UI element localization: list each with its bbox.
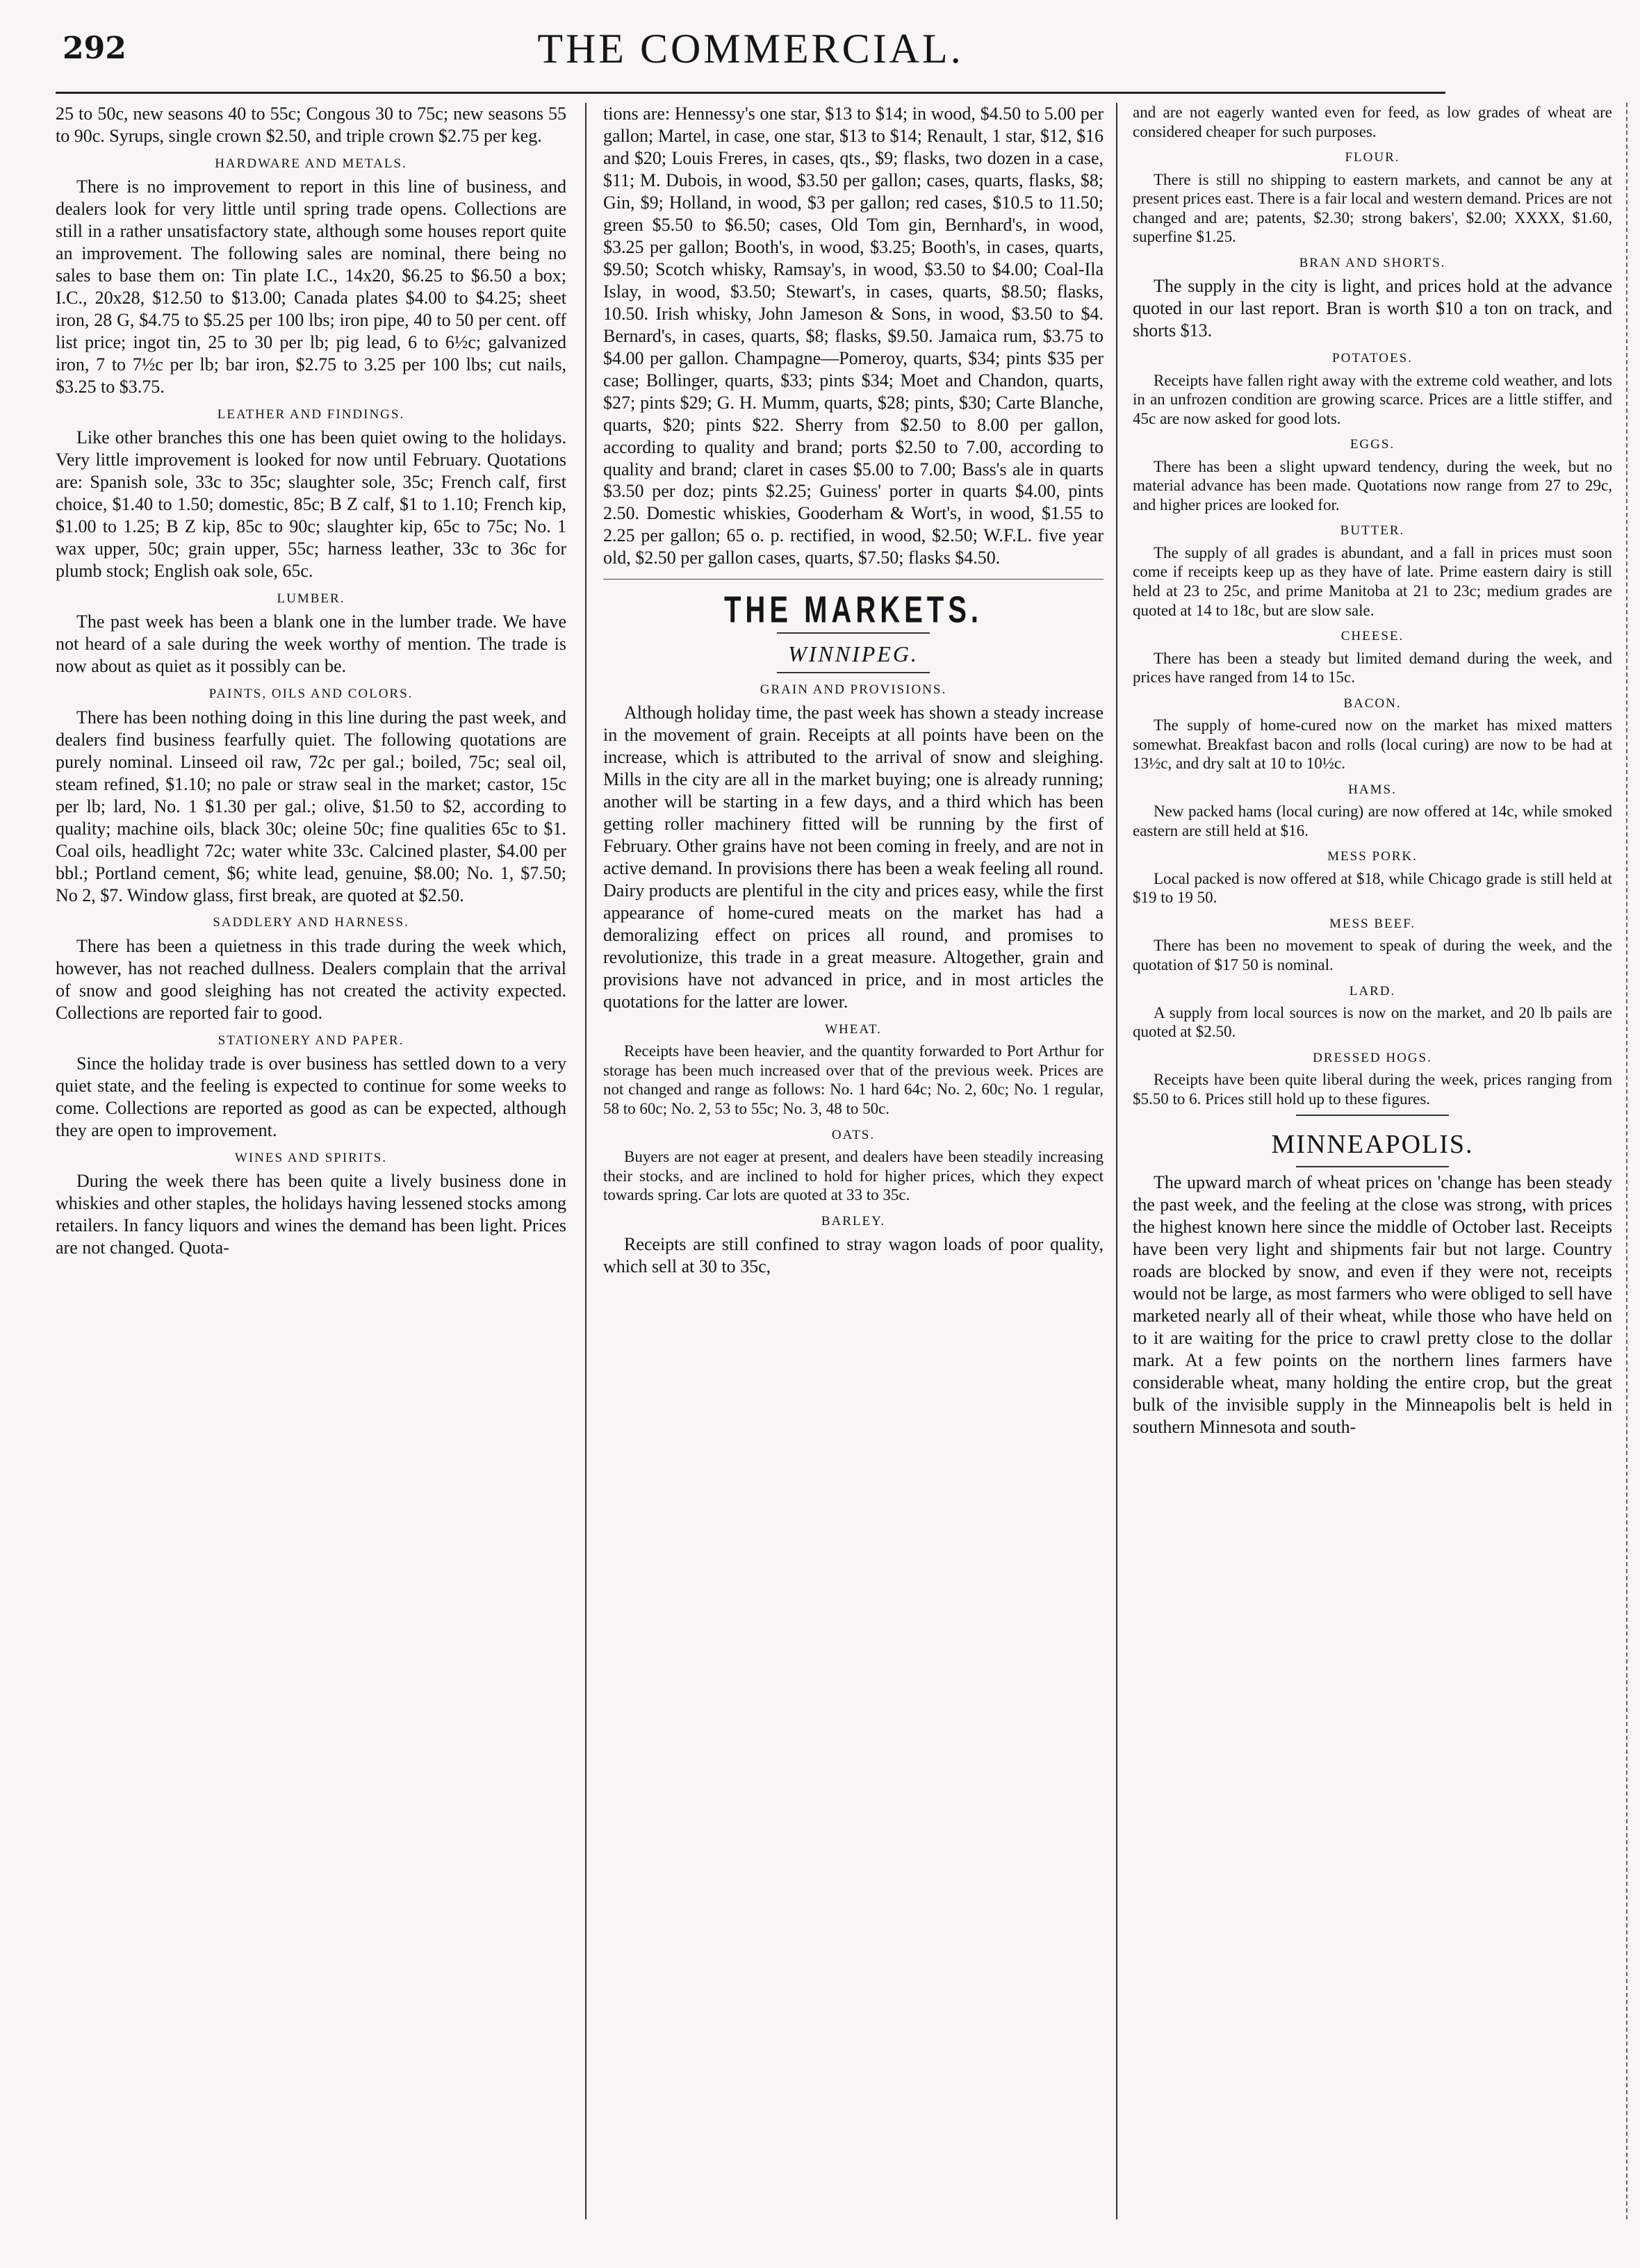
paragraph: A supply from local sources is now on the market, and 20 lb pails are quoted at $2.50. <box>1133 1003 1612 1041</box>
section-heading: WINES AND SPIRITS. <box>234 1150 388 1165</box>
column-2 <box>603 103 1104 2219</box>
paragraph: and are not eagerly wanted even for feed, as low grades of wheat are considered cheaper for such purposes. <box>1133 104 1612 140</box>
paragraph: There is no improvement to report in this line of business, and dealers look for very little until spring trade opens. Collections are still in a rather unsatisfactory state, although some houses report quite an improvement. The following sales are nominal, there being no sales to base them on: Tin plate I.C., 14x20, $6.25 to $6.50 a box; I.C., 20x28, $12.50 to $13.00; Canada plates $4.00 to $4.25; sheet iron, 28 G, $4.75 to $5.25 per 100 lbs; iron pipe, 40 to 50 per cent. off list price; ingot tin, 25 to 30 per lb; pig lead, 6 to 6½c; galvanized iron, 7 to 7½c per lb; bar iron, $2.75 to 3.25 per 100 lbs; cut nails, $3.25 to $3.75. <box>56 176 566 397</box>
paragraph: There has been a quietness in this trade during the week which, however, has not reached dullness. Dealers complain that the arrival of snow and good sleighing has not created the activity expected. Collections are reported fair to good. <box>56 935 566 1023</box>
paragraph: Receipts have been quite liberal during the week, prices ranging from $5.50 to 6. Prices still hold up to these figures. <box>1133 1071 1612 1108</box>
paragraph: 25 to 50c, new seasons 40 to 55c; Congous 30 to 75c; new seasons 55 to 90c. Syrups, single crown $2.50, and triple crown $2.75 per keg. <box>56 104 566 146</box>
paragraph: The supply in the city is light, and prices hold at the advance quoted in our last report. Bran is worth $10 a ton on track, and shorts $13. <box>1133 276 1612 341</box>
section-heading: BARLEY. <box>821 1213 886 1228</box>
paragraph: Receipts have been heavier, and the quantity forwarded to Port Arthur for storage has been much increased over that of the previous week. Prices are not changed and range as follows: No. 1 hard 64c; No. 2, 60c; No. 1 regular, 58 to 60c; No. 2, 53 to 55c; No. 3, 48 to 50c. <box>603 1042 1104 1117</box>
section-heading: EGGS. <box>1350 437 1395 452</box>
section-heading: DRESSED HOGS. <box>1313 1051 1432 1066</box>
section-heading: CHEESE. <box>1340 629 1404 644</box>
section-heading: LARD. <box>1349 983 1396 999</box>
paragraph: The upward march of wheat prices on 'change has been steady the past week, and the feeling at the close was strong, with prices the highest known here since the middle of October last. Receipts have been very light and shipments fair but not large. Country roads are blocked by snow, and even if they were not, receipts would not be large, as most farmers who were obliged to sell have marketed nearly all of their wheat, while those who have held on to it are waiting for the price to crawl pretty close to the dollar mark. At a few points on the northern lines farmers have considerable wheat, many holding the entire crop, but the great bulk of the invisible supply in the Minneapolis belt is held in southern Minnesota and south- <box>1133 1172 1612 1438</box>
section-heading: LEATHER AND FINDINGS. <box>217 406 405 422</box>
section-heading: BRAN AND SHORTS. <box>1299 255 1446 270</box>
section-heading: GRAIN AND PROVISIONS. <box>760 682 947 697</box>
column-divider <box>1116 103 1117 2219</box>
column-3 <box>1133 103 1612 2219</box>
paragraph: Although holiday time, the past week has shown a steady increase in the movement of grain. Receipts at all points have been on the increase, which is attributed to the arrival of snow and sleighing. Mills in the city are all in the market buying; one is already running; another will be starting in a few days, and a third which has been getting roller machinery fitted will be running by the first of February. Other grains have not been coming in freely, and are not in active demand. In provisions there has been a weak feeling all round. Dairy products are plentiful in the city and prices easy, while the first appearance of home-cured meats on the market has had a demoralizing effect on prices all round, and promises to revolutionize, this trade in a great measure. Altogether, grain and provisions have not advanced in price, and in most articles the quotations for the latter are lower. <box>603 702 1104 1012</box>
header-rule <box>56 92 1445 94</box>
paragraph: New packed hams (local curing) are now offered at 14c, while smoked eastern are still held at $16. <box>1133 803 1612 839</box>
paragraph: Local packed is now offered at $18, while Chicago grade is still held at $19 to 19 50. <box>1133 869 1612 907</box>
page-header <box>56 21 1445 76</box>
paragraph: Receipts are still confined to stray wagon loads of poor quality, which sell at 30 to 35c, <box>603 1234 1104 1277</box>
city-heading-winnipeg: WINNIPEG. <box>788 641 919 666</box>
paragraph: There has been a slight upward tendency, during the week, but no material advance has been made. Quotations now range from 27 to 29c, and higher prices are looked for. <box>1133 457 1612 513</box>
paragraph: There has been no movement to speak of during the week, and the quotation of $17 50 is nominal. <box>1133 937 1612 973</box>
paragraph: The supply of home-cured now on the market has mixed matters somewhat. Breakfast bacon and rolls (local curing) are now to be had at 13½c, and dry salt at 10 to 10½c. <box>1133 716 1612 773</box>
paragraph: Since the holiday trade is over business has settled down to a very quiet state, and the feeling is expected to continue for some weeks to come. Collections are reported as good as can be expected, although they are open to improvement. <box>56 1053 566 1140</box>
section-heading: BUTTER. <box>1340 523 1405 539</box>
paragraph: The past week has been a blank one in the lumber trade. We have not heard of a sale during the week worthy of mention. The trade is now about as quiet as it possibly can be. <box>56 611 566 677</box>
city-heading-minneapolis: MINNEAPOLIS. <box>1271 1129 1474 1159</box>
section-heading: OATS. <box>831 1127 876 1142</box>
section-heading: BACON. <box>1343 696 1402 711</box>
paragraph: During the week there has been quite a lively business done in whiskies and other staples, the holidays having lessened stocks among retailers. In fancy liquors and wines the demand has been light. Prices are not changed. Quota- <box>56 1171 566 1258</box>
title-rule <box>777 672 930 673</box>
paragraph: Like other branches this one has been quiet owing to the holidays. Very little improvement is looked for now until February. Quotations are: Spanish sole, 33c to 35c; slaughter sole, 35c; French calf, first choice, $1.40 to 1.50; domestic, 85c; B Z calf, $1 to 1.10; French kip, $1.00 to 1.25; B Z kip, 85c to 90c; slaughter kip, 65c to 75c; No. 1 wax upper, 50c; grain upper, 55c; harness leather, 33c to 36c for plumb stock; English oak sole, 65c. <box>56 427 566 582</box>
section-heading: FLOUR. <box>1345 150 1400 165</box>
paragraph: The supply of all grades is abundant, and a fall in prices must soon come if receipts keep up as they have of late. Prime eastern dairy is still held at 23 to 25c, and prime Manitoba at 21 to 23c; medium grades are quoted at 14 to 18c, but are slow sale. <box>1133 543 1612 619</box>
paragraph: Buyers are not eager at present, and dealers have been steadily increasing their stocks, and are inclined to hold for higher prices, which they expect towards spring. Car lots are quoted at 33 to 35c. <box>603 1147 1104 1204</box>
column-1 <box>56 103 566 2219</box>
markets-title: THE MARKETS. <box>724 589 983 631</box>
section-divider <box>603 579 1104 580</box>
paragraph: tions are: Hennessy's one star, $13 to $14; in wood, $4.50 to 5.00 per gallon; Martel, in case, one star, $13 to $14; Renault, 1 star, $12, $16 and $20; Louis Freres, in cases, qts., $9; flasks, two dozen in a case, $11; M. Dubois, in wood, $3.50 per gallon; cases, quarts, flasks, $8; Gin, $9; Holland, in wood, $3 per gallon; red cases, $10.5 to 11.50; green $5.50 to $6.50; cases, Old Tom gin, Bernhard's, in wood, $3.25 per gallon; Booth's, in wood, $3.25; Booth's, in cases, quarts, $9.50; Scotch whisky, Ramsay's, in wood, $3.50 to $4.00; Coal-Ila Islay, in wood, $3.50; Stewart's, in cases, quarts, $8.50; flasks, 10.50. Irish whisky, John Jameson & Sons, in wood, $3.50 to $4. Bernard's, in cases, quarts, $8; flasks, $9.50. Jamaica rum, $3.75 to $4.00 per gallon. Champagne—Pomeroy, quarts, $34; pints $35 per case; Bollinger, quarts, $33; pints $34; Moet and Chandon, quarts, $27; pints $29; G. H. Mumm, quarts, $28; pints, $30; Carte Blanche, quarts, $20; pints $22. Sherry from $2.50 to 8.00 per gallon, according to quality and brand; ports $2.50 to 7.00, according to quality and brand; claret in cases $5.00 to 7.00; Bass's ale in quarts $3.50 per doz; pints $2.25; Guiness' porter in quarts $4.00, pints 2.50. Domestic whiskies, Gooderham & Wort's, in wood, $1.55 to 2.25 per gallon; 65 o. p. rectified, in wood, $2.50; W.F.L. five year old, $2.50 per gallon cases, quarts, $7.50; flasks $4.50. <box>603 104 1104 568</box>
page-edge <box>1626 103 1627 2219</box>
section-heading: STATIONERY AND PAPER. <box>218 1033 404 1048</box>
section-heading: POTATOES. <box>1332 351 1413 366</box>
masthead-title: THE COMMERCIAL. <box>537 26 964 72</box>
title-rule <box>1296 1115 1449 1116</box>
section-heading: MESS BEEF. <box>1329 916 1416 931</box>
section-heading: PAINTS, OILS AND COLORS. <box>208 687 413 702</box>
section-heading: HAMS. <box>1348 782 1397 797</box>
paragraph: There is still no shipping to eastern markets, and cannot be any at present prices east. There is a fair local and western demand. Prices are not changed and are; patents, $2.30; strong bakers', $2.00; XXXX, $1.60, superfine $1.25. <box>1133 170 1612 246</box>
paragraph: There has been nothing doing in this line during the past week, and dealers find business fearfully quiet. The following quotations are purely nominal. Linseed oil raw, 72c per gal.; boiled, 75c; seal oil, steam refined, $1.10; no pale or straw seal in the market; castor, 15c per lb; lard, No. 1 $1.30 per gal.; olive, $1.50 to $2, according to quality; machine oils, black 30c; oleine 50c; fine qualities 65c to $1. Coal oils, headlight 72c; water white 33c. Calcined plaster, $4.00 per bbl.; Portland cement, $6; white lead, genuine, $8.00; No. 1, $7.50; No 2, $7. Window glass, first break, are quoted at $2.50. <box>56 707 566 905</box>
section-heading: MESS PORK. <box>1327 849 1418 864</box>
section-heading: WHEAT. <box>825 1021 882 1037</box>
paragraph: Receipts have fallen right away with the extreme cold weather, and lots in an unfrozen condition are growing scarce. Prices are a little stiffer, and 45c are now asked for good lots. <box>1133 371 1612 427</box>
column-divider <box>585 103 587 2219</box>
paragraph: There has been a steady but limited demand during the week, and prices have ranged from 14 to 15c. <box>1133 649 1612 687</box>
title-rule <box>1296 1166 1449 1167</box>
section-heading: LUMBER. <box>277 591 345 607</box>
page-number: 292 <box>63 31 126 66</box>
section-heading: SADDLERY AND HARNESS. <box>213 915 409 930</box>
section-heading: HARDWARE AND METALS. <box>215 156 407 171</box>
